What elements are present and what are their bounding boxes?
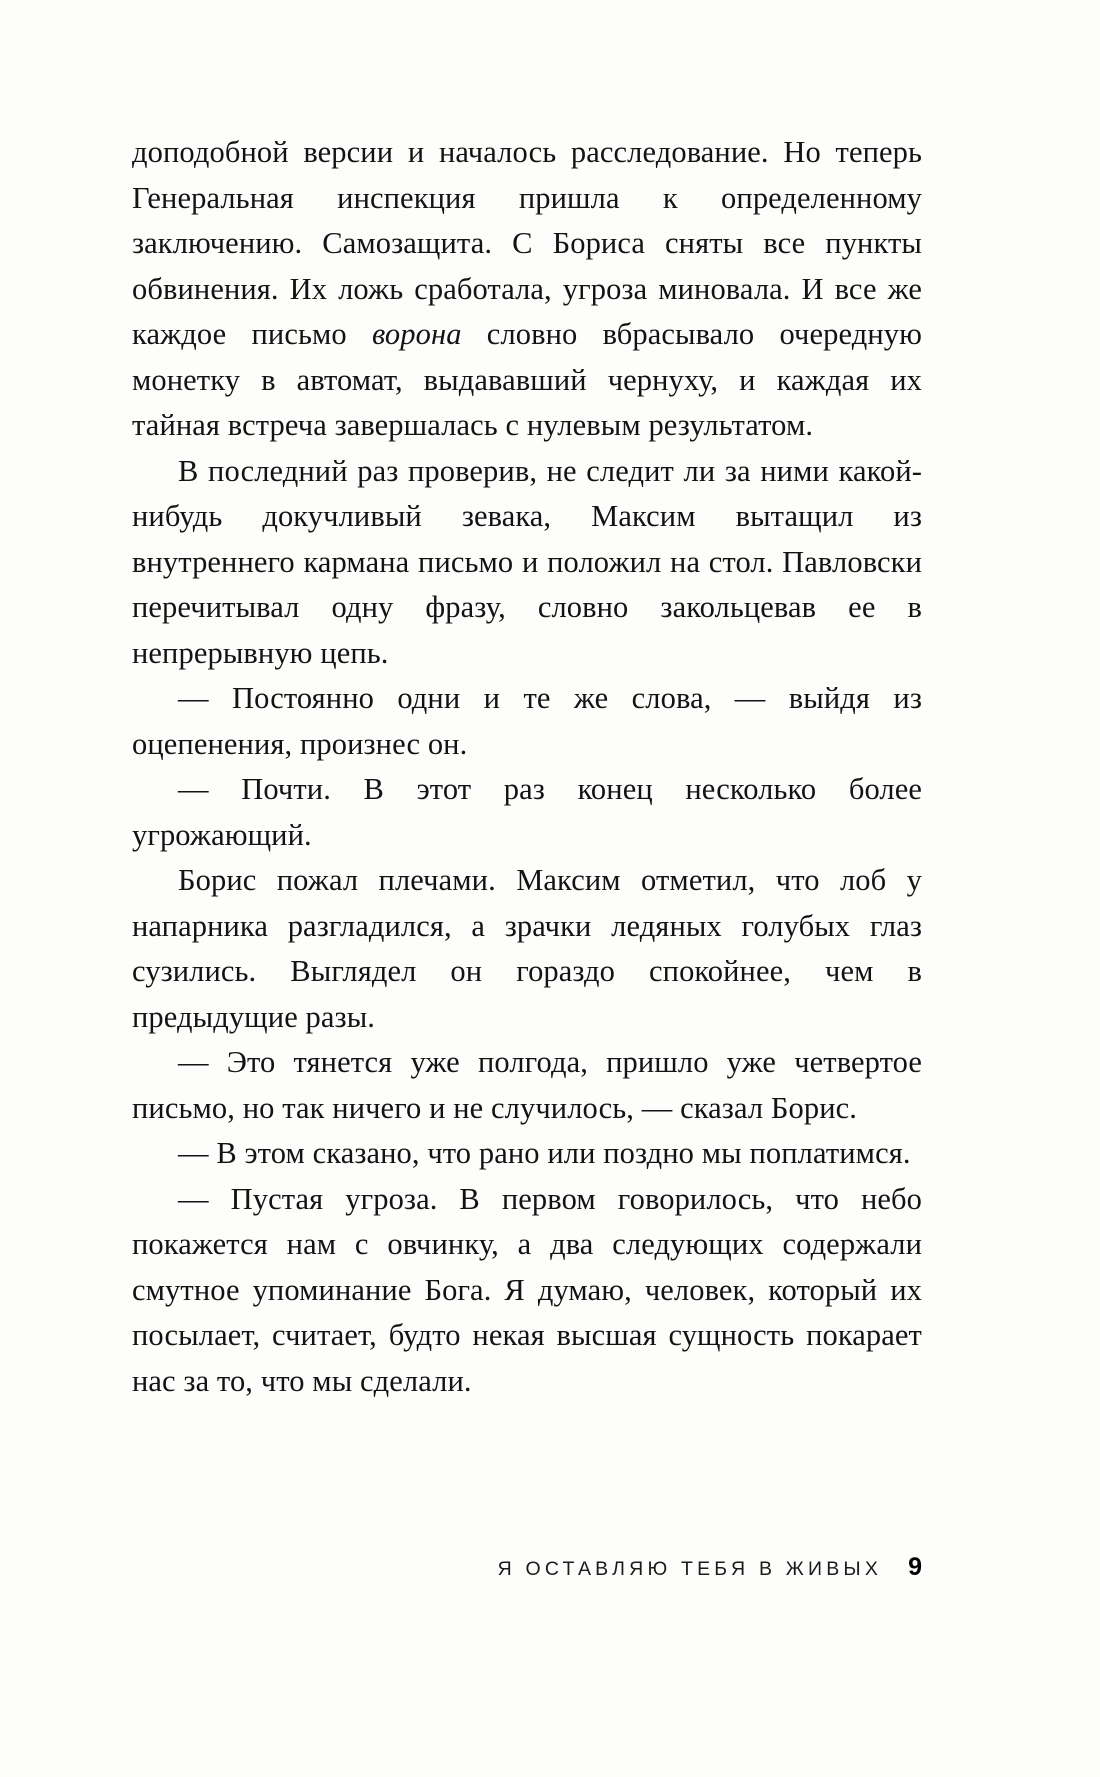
emphasis-text: ворона [371,317,462,351]
paragraph [132,676,922,767]
paragraph [132,449,922,677]
paragraph-text: — Это тянется уже полгода, пришло уже четвертое письмо, но так ничего и не случилось, — сказал Борис. [132,1045,922,1125]
paragraph [132,767,922,858]
paragraph-text: доподобной версии и началось расследование. Но теперь Генеральная инспекция пришла к определенному заключению. Самозащита. С Бориса сняты все пункты обвинения. Их ложь сработала, угроза миновала. И все же каждое письмо [132,135,922,351]
paragraph-text: Борис пожал плечами. Максим отметил, что лоб у напарника разгладился, а зрачки ледяных голубых глаз сузились. Выглядел он гораздо спокойнее, чем в предыдущие разы. [132,863,922,1034]
page-number: 9 [908,1553,922,1581]
paragraph-text: — В этом сказано, что рано или поздно мы поплатимся. [178,1136,911,1170]
paragraph-text: — Почти. В этот раз конец несколько более угрожающий. [132,772,922,852]
paragraph [132,1040,922,1131]
running-title: Я ОСТАВЛЯЮ ТЕБЯ В ЖИВЫХ [497,1558,883,1580]
paragraph-text: — Пустая угроза. В первом говорилось, что небо покажется нам с овчинку, а два следующих содержали смутное упоминание Бога. Я думаю, человек, который их посылает, считает, будто некая высшая сущность покарает нас за то, что мы сделали. [132,1181,922,1398]
paragraph [132,1131,922,1177]
paragraph [132,858,922,1040]
paragraph-text: словно вбрасывало очередную монетку в автомат, выдававший чернуху, и каждая их тайная встреча завершалась с нулевым результатом. [132,317,922,442]
paragraph [132,130,922,449]
page-footer [132,1553,922,1582]
paragraph-text: В последний раз проверив, не следит ли за ними какой-нибудь докучливый зевака, Максим вытащил из внутреннего кармана письмо и положил на стол. Павловски перечитывал одну фразу, словно закольцевав ее в непрерывную цепь. [132,453,922,670]
paragraph [132,1177,922,1405]
paragraph-text: — Постоянно одни и те же слова, — выйдя из оцепенения, произнес он. [132,681,922,761]
page-text-body [132,130,922,1404]
